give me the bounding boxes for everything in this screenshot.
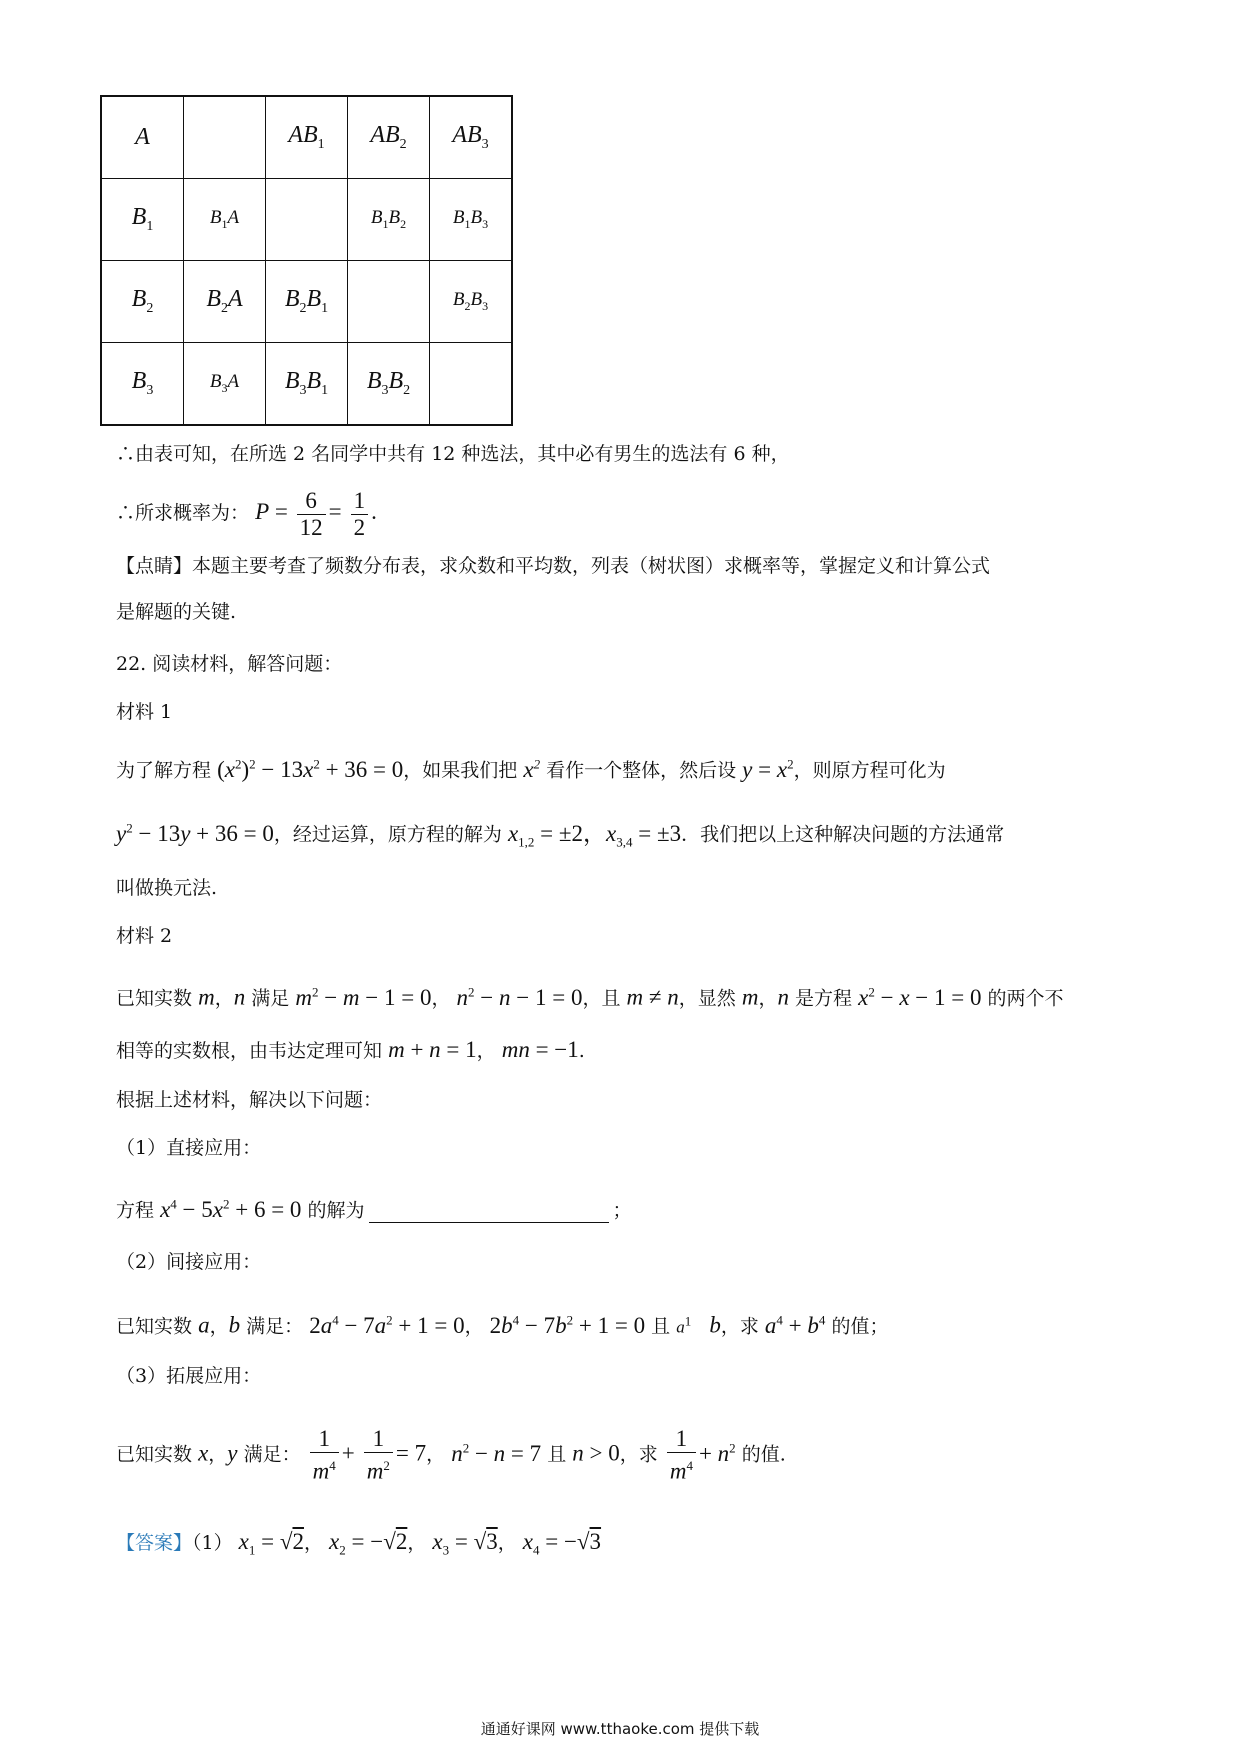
text-span: ．我们把以上这种解决问题的方法通常 — [681, 823, 1005, 846]
text-span: ，经过运算，原方程的解为 — [273, 823, 502, 846]
part-2-line: 已知实数 a，b 满足： $2a^4 - 7a^2 + 1 = 0$， $2b^4 - 7b^2 + 1 = 0$ 且 $a^1$ b，求 $a^4 + b^4$ 的值； — [116, 1312, 889, 1338]
part-3-title — [116, 1364, 261, 1388]
comment-tag: 【点睛】 — [116, 555, 193, 577]
text-span: ； — [612, 1199, 632, 1222]
text-span: 根据上述材料，解决以下问题： — [116, 1089, 383, 1111]
question-title-text: 22. 阅读材料，解答问题： — [116, 653, 343, 675]
table-cell: A — [101, 96, 184, 179]
text-span: 已知实数 — [116, 1315, 193, 1338]
answer-tag: 【答案】 — [116, 1532, 193, 1554]
part-3-line: 已知实数 x，y 满足： $\frac{1}{m^4}$ + $\frac{1}{m^2}$ = 7， $n^2 - n = 7$ 且 n > 0，求 $\frac{1}{m^4}$ + $n^2$ 的值. — [116, 1426, 786, 1484]
comment-line-1 — [116, 554, 990, 578]
material-title-text: 材料 1 — [116, 701, 173, 723]
equation: $x_2 = -√2$ — [329, 1529, 408, 1558]
text-span: ，则原方程可化为 — [793, 759, 946, 782]
text-span: 方程 — [116, 1199, 155, 1222]
text-span: 且 — [651, 1315, 671, 1338]
text-span: （1） — [192, 1532, 233, 1554]
material-2-title — [116, 924, 172, 948]
equation: $x^2$ — [523, 756, 541, 782]
probability-line: ∴所求概率为： P = $\frac{6}{12}$ = $\frac{1}{2}$ . — [116, 487, 377, 540]
prompt-line — [116, 1088, 382, 1112]
probability-label: ∴所求概率为： — [116, 502, 250, 524]
material-2-line-1: 已知实数 m，n 满足 $m^2 - m - 1 = 0$， $n^2 - n - 1 = 0$，且 m ≠ n，显然 m，n 是方程 $x^2 - x - 1 = 0$ 的两个不 — [116, 984, 1064, 1010]
table-cell: $B_2B_1$ — [266, 261, 348, 343]
footer-text: 通通好课网 www.tthaoke.com 提供下载 — [480, 1720, 760, 1738]
table-cell: $B_2$ — [101, 261, 184, 343]
table-cell: $B_3A$ — [184, 343, 266, 426]
equation: $n^2 - n = 7$ — [451, 1440, 542, 1466]
text-span: （3）拓展应用： — [116, 1365, 262, 1387]
equation: $(x^2)^2 - 13x^2 + 36 = 0$ — [217, 756, 404, 782]
text-span: 的值； — [831, 1315, 889, 1338]
table-cell — [184, 96, 266, 179]
equation: n > 0 — [572, 1440, 620, 1466]
table-cell: $B_3B_2$ — [348, 343, 430, 426]
table-cell — [266, 179, 348, 261]
text-span: ，求 — [619, 1443, 658, 1466]
answer-blank[interactable] — [369, 1202, 609, 1223]
table-row — [101, 96, 512, 179]
equation: $x_4 = -√3$ — [522, 1529, 602, 1558]
equation: $x_1 = √2$ — [238, 1529, 304, 1558]
text-span: 叫做换元法. — [116, 877, 218, 899]
part-1-title — [116, 1136, 261, 1160]
table-cell — [348, 261, 430, 343]
text-span: 已知实数 — [116, 987, 193, 1010]
material-2-line-2: 相等的实数根，由韦达定理可知 m + n = 1， mn = −1. — [116, 1037, 585, 1062]
part-2-title — [116, 1250, 261, 1274]
equation: $2a^4 - 7a^2 + 1 = 0$ — [309, 1312, 465, 1338]
comment-text: 是解题的关键. — [116, 601, 237, 623]
equation: $a^4 + b^4$ — [764, 1312, 826, 1338]
table-cell: $B_1A$ — [184, 179, 266, 261]
text-span: 满足： — [243, 1443, 301, 1466]
table-cell: $AB_3$ — [430, 96, 513, 179]
text-span: 的两个不 — [987, 987, 1064, 1010]
question-22-title — [116, 652, 342, 676]
conclusion-line — [116, 442, 790, 466]
material-1-line-2 — [116, 816, 1004, 854]
equation: $n^2 - n - 1 = 0$ — [456, 984, 583, 1010]
text-span: 的解为 — [307, 1199, 365, 1222]
text-span: 且 — [547, 1443, 567, 1466]
equation: $x_3 = √3$ — [432, 1529, 498, 1558]
text-span: 相等的实数根，由韦达定理可知 — [116, 1040, 383, 1062]
text-span: 看作一个整体，然后设 — [546, 759, 737, 782]
material-1-title — [116, 700, 172, 724]
table-row — [101, 179, 512, 261]
answer-line: 【答案】（1） $x_1 = √2$， $x_2 = -√2$， $x_3 = √3$， $x_4 = -√3$ — [116, 1529, 602, 1558]
material-1-line-3 — [116, 876, 217, 900]
text-span: 是方程 — [795, 987, 853, 1010]
table-cell: $AB_1$ — [266, 96, 348, 179]
table-cell: $B_1B_3$ — [430, 179, 513, 261]
equation: $m^2 - m - 1 = 0$ — [295, 984, 432, 1010]
table-cell: $B_3B_1$ — [266, 343, 348, 426]
equation: m + n = 1 — [388, 1037, 477, 1062]
table-row — [101, 343, 512, 426]
table-cell: $B_1$ — [101, 179, 184, 261]
equation: m ≠ n — [626, 984, 679, 1010]
comment-text: 本题主要考查了频数分布表，求众数和平均数，列表（树状图）求概率等，掌握定义和计算公式 — [192, 555, 991, 577]
footer — [0, 1718, 1240, 1739]
text-span: 满足 — [251, 987, 290, 1010]
conclusion-text: ∴由表可知，在所选 2 名同学中共有 12 种选法，其中必有男生的选法有 6 种， — [116, 443, 790, 465]
equation: $y^2 - 13y + 36 = 0$ — [116, 820, 274, 846]
table-cell: $B_2A$ — [184, 261, 266, 343]
text-span: ，求 — [720, 1315, 759, 1338]
text-span: ，且 — [582, 987, 621, 1010]
equation: $x_{1,2} = \pm 2$，$x_{3,4} = \pm 3$ — [507, 820, 682, 850]
equation: $x^4 - 5x^2 + 6 = 0$ — [160, 1196, 302, 1222]
text-span: ，如果我们把 — [403, 759, 518, 782]
equation: mn = −1 — [501, 1037, 579, 1062]
table-cell: $AB_2$ — [348, 96, 430, 179]
text-span: 满足： — [246, 1315, 304, 1338]
equation: $y = x^2$ — [742, 756, 794, 782]
material-1-line-1 — [116, 752, 946, 783]
text-span: （2）间接应用： — [116, 1251, 262, 1273]
part-1-line — [116, 1192, 632, 1223]
text-span: 的值. — [741, 1443, 786, 1466]
text-span: （1）直接应用： — [116, 1137, 262, 1159]
table-cell: $B_2B_3$ — [430, 261, 513, 343]
table-cell — [430, 343, 513, 426]
equation: $2b^4 - 7b^2 + 1 = 0$ — [489, 1312, 646, 1338]
outcome-table — [100, 95, 513, 426]
text-span: ，显然 — [678, 987, 736, 1010]
equation: $x^2 - x - 1 = 0$ — [858, 984, 982, 1010]
table-row — [101, 261, 512, 343]
material-title-text: 材料 2 — [116, 925, 173, 947]
table-cell: $B_3$ — [101, 343, 184, 426]
text-span: . — [578, 1040, 585, 1062]
text-span: 为了解方程 — [116, 759, 212, 782]
text-span: 已知实数 — [116, 1443, 193, 1466]
comment-line-2 — [116, 600, 236, 624]
table-cell: $B_1B_2$ — [348, 179, 430, 261]
